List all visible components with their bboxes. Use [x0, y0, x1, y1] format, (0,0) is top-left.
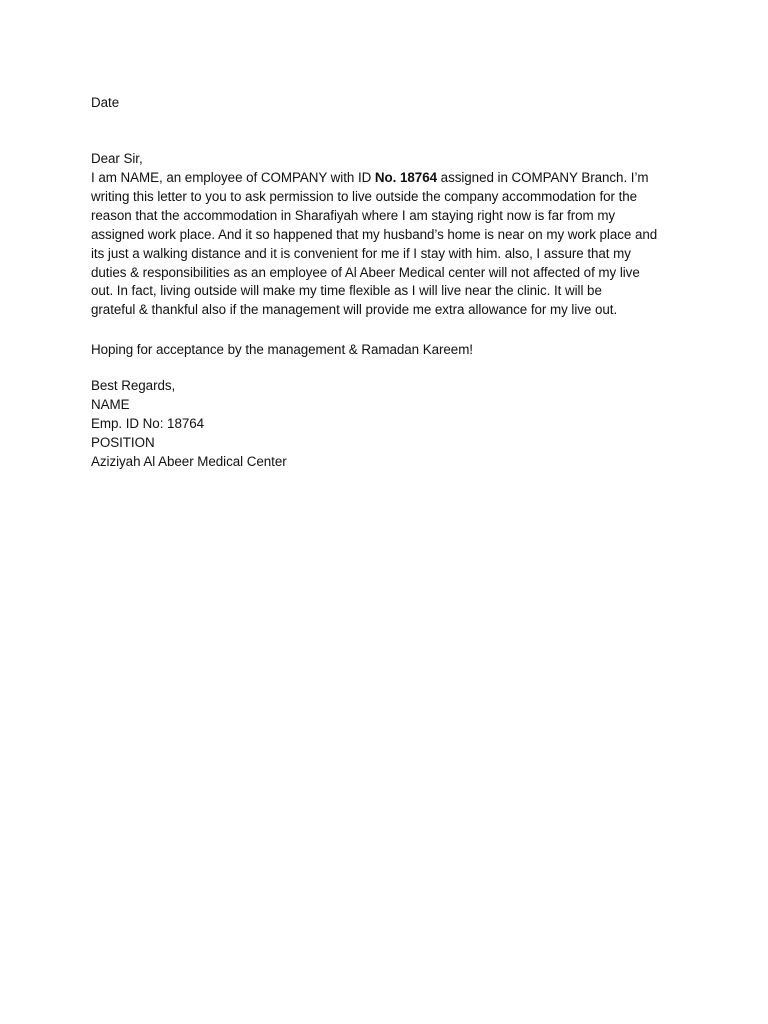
body-line-7: out. In fact, living outside will make my time flexible as I will live near the clinic. It will be — [91, 283, 602, 299]
signoff-name: NAME — [91, 396, 130, 412]
signoff-emp-id: Emp. ID No: 18764 — [91, 415, 205, 431]
body-line-2: writing this letter to you to ask permission to live outside the company accommodation for the — [91, 188, 638, 204]
body-line-6: duties & responsibilities as an employee of Al Abeer Medical center will not affected of my live — [91, 264, 640, 280]
letter-signoff — [91, 377, 691, 472]
body-line-3: reason that the accommodation in Sharafiyah where I am staying right now is far from my — [91, 207, 616, 223]
letter-date: Date — [91, 95, 120, 110]
body-line-8: grateful & thankful also if the management will provide me extra allowance for my live out. — [91, 302, 618, 318]
body-line-1-start: I am NAME, an employee of COMPANY with ID — [91, 170, 375, 185]
body-line-4: assigned work place. And it so happened that my husband’s home is near on my work place and — [91, 226, 658, 242]
body-line-1-end: assigned in COMPANY Branch. I’m — [437, 170, 649, 185]
signoff-regards: Best Regards, — [91, 378, 176, 393]
signoff-organization: Aziziyah Al Abeer Medical Center — [91, 453, 287, 469]
signoff-position: POSITION — [91, 434, 155, 450]
letter-closing: Hoping for acceptance by the management & Ramadan Kareem! — [91, 342, 473, 357]
letter-salutation: Dear Sir, — [91, 151, 143, 166]
body-line-5: its just a walking distance and it is convenient for me if I stay with him. also, I assure that my — [91, 245, 631, 261]
letter-body — [91, 169, 691, 320]
body-line-1 — [91, 169, 691, 188]
employee-id-bold: No. 18764 — [374, 170, 437, 185]
